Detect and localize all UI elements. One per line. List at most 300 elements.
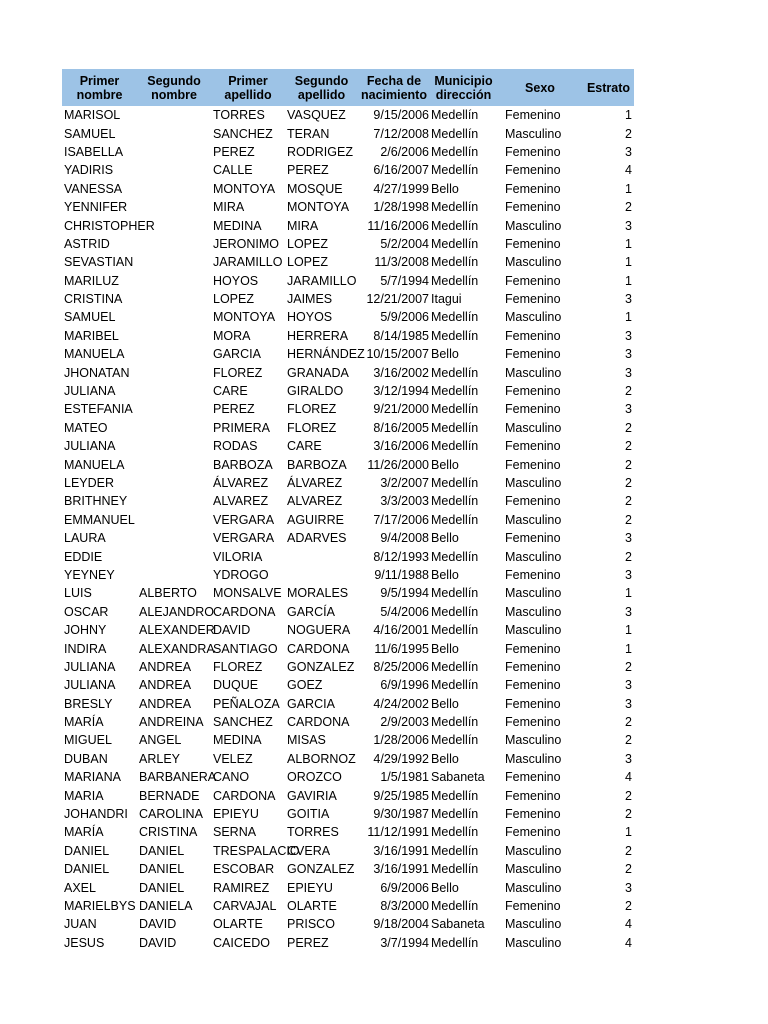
- cell-sexo[interactable]: Femenino: [505, 641, 561, 656]
- cell-segundo-nombre[interactable]: ALEJANDRO: [139, 604, 215, 619]
- cell-fecha-nacimiento[interactable]: 4/29/1992: [373, 751, 429, 766]
- cell-primer-apellido[interactable]: VERGARA: [213, 531, 275, 546]
- cell-primer-apellido[interactable]: PEÑALOZA: [213, 696, 280, 711]
- cell-primer-nombre[interactable]: JESUS: [64, 935, 105, 950]
- cell-primer-nombre[interactable]: VANESSA: [64, 181, 123, 196]
- cell-fecha-nacimiento[interactable]: 6/9/1996: [380, 678, 429, 693]
- cell-sexo[interactable]: Masculino: [505, 512, 562, 527]
- cell-segundo-nombre[interactable]: ALBERTO: [139, 586, 197, 601]
- cell-primer-nombre[interactable]: MARISOL: [64, 108, 121, 123]
- cell-primer-nombre[interactable]: MARILUZ: [64, 273, 119, 288]
- cell-segundo-apellido[interactable]: HOYOS: [287, 310, 333, 325]
- cell-primer-nombre[interactable]: YEYNEY: [64, 567, 115, 582]
- cell-municipio-direccion[interactable]: Medellín: [431, 108, 479, 123]
- cell-municipio-direccion[interactable]: Bello: [431, 181, 459, 196]
- cell-estrato[interactable]: 2: [625, 494, 632, 509]
- cell-segundo-nombre[interactable]: [137, 566, 211, 584]
- cell-segundo-nombre[interactable]: CRISTINA: [139, 825, 198, 840]
- cell-primer-apellido[interactable]: PRIMERA: [213, 420, 270, 435]
- cell-municipio-direccion[interactable]: Medellín: [431, 163, 479, 178]
- cell-municipio-direccion[interactable]: Medellín: [431, 365, 479, 380]
- cell-primer-apellido[interactable]: HOYOS: [213, 273, 259, 288]
- cell-segundo-apellido[interactable]: MONTOYA: [287, 200, 350, 215]
- cell-primer-apellido[interactable]: MIRA: [213, 200, 245, 215]
- cell-sexo[interactable]: Masculino: [505, 862, 562, 877]
- cell-estrato[interactable]: 2: [625, 788, 632, 803]
- cell-estrato[interactable]: 3: [625, 751, 632, 766]
- cell-primer-apellido[interactable]: MONTOYA: [213, 310, 276, 325]
- cell-primer-apellido[interactable]: TORRES: [213, 108, 265, 123]
- cell-fecha-nacimiento[interactable]: 2/6/2006: [380, 144, 429, 159]
- cell-fecha-nacimiento[interactable]: 6/9/2006: [380, 880, 429, 895]
- cell-segundo-nombre[interactable]: CAROLINA: [139, 807, 203, 822]
- cell-primer-apellido[interactable]: VELEZ: [213, 751, 253, 766]
- cell-sexo[interactable]: Femenino: [505, 678, 561, 693]
- cell-segundo-apellido[interactable]: FLOREZ: [287, 420, 337, 435]
- cell-municipio-direccion[interactable]: Bello: [431, 641, 459, 656]
- cell-fecha-nacimiento[interactable]: 2/9/2003: [380, 715, 429, 730]
- cell-estrato[interactable]: 2: [625, 476, 632, 490]
- cell-sexo[interactable]: Masculino: [505, 751, 562, 766]
- cell-segundo-nombre[interactable]: ANGEL: [139, 733, 182, 748]
- cell-estrato[interactable]: 3: [625, 292, 632, 307]
- cell-primer-nombre[interactable]: MANUELA: [64, 347, 125, 362]
- cell-segundo-nombre[interactable]: DANIEL: [139, 843, 185, 858]
- cell-primer-apellido[interactable]: RAMIREZ: [213, 880, 270, 895]
- cell-estrato[interactable]: 2: [625, 200, 632, 215]
- cell-sexo[interactable]: Femenino: [505, 439, 561, 454]
- cell-fecha-nacimiento[interactable]: 1/28/2006: [373, 733, 429, 748]
- cell-estrato[interactable]: 4: [625, 163, 632, 178]
- cell-municipio-direccion[interactable]: Medellín: [431, 126, 479, 141]
- cell-fecha-nacimiento[interactable]: 11/12/1991: [367, 825, 429, 840]
- column-header-fecha-nacimiento[interactable]: [358, 69, 430, 106]
- cell-municipio-direccion[interactable]: Medellín: [431, 439, 479, 454]
- cell-segundo-apellido[interactable]: MOSQUE: [287, 181, 343, 196]
- cell-primer-nombre[interactable]: INDIRA: [64, 641, 107, 656]
- cell-segundo-apellido[interactable]: JARAMILLO: [287, 273, 357, 288]
- cell-fecha-nacimiento[interactable]: 8/14/1985: [373, 328, 429, 343]
- column-header-segundo-apellido[interactable]: [285, 69, 358, 106]
- cell-fecha-nacimiento[interactable]: 7/17/2006: [373, 512, 429, 527]
- cell-primer-apellido[interactable]: CAICEDO: [213, 935, 270, 950]
- cell-primer-apellido[interactable]: CARVAJAL: [213, 898, 277, 913]
- cell-primer-apellido[interactable]: SANCHEZ: [213, 715, 273, 730]
- cell-municipio-direccion[interactable]: Medellín: [431, 678, 479, 693]
- cell-estrato[interactable]: 2: [625, 512, 632, 527]
- cell-primer-nombre[interactable]: OSCAR: [64, 604, 109, 619]
- cell-segundo-apellido[interactable]: GAVIRIA: [287, 788, 337, 803]
- cell-segundo-nombre[interactable]: [137, 143, 211, 161]
- cell-estrato[interactable]: 3: [625, 144, 632, 159]
- cell-segundo-nombre[interactable]: [137, 327, 211, 345]
- cell-primer-nombre[interactable]: DANIEL: [64, 843, 110, 858]
- cell-municipio-direccion[interactable]: Medellín: [431, 733, 479, 748]
- cell-fecha-nacimiento[interactable]: 3/7/1994: [380, 935, 429, 950]
- cell-municipio-direccion[interactable]: Medellín: [431, 549, 479, 564]
- cell-municipio-direccion[interactable]: Medellín: [431, 494, 479, 509]
- cell-segundo-nombre[interactable]: [137, 198, 211, 216]
- cell-segundo-nombre[interactable]: ALEXANDRA: [139, 641, 215, 656]
- cell-estrato[interactable]: 1: [625, 825, 632, 840]
- cell-primer-nombre[interactable]: JULIANA: [64, 439, 116, 454]
- cell-municipio-direccion[interactable]: Medellín: [431, 825, 479, 840]
- cell-primer-apellido[interactable]: ESCOBAR: [213, 862, 275, 877]
- cell-primer-nombre[interactable]: MARIANA: [64, 770, 121, 785]
- cell-sexo[interactable]: Femenino: [505, 292, 561, 307]
- cell-segundo-nombre[interactable]: [137, 529, 211, 547]
- cell-segundo-apellido[interactable]: OROZCO: [287, 770, 342, 785]
- cell-segundo-apellido[interactable]: NOGUERA: [287, 623, 351, 638]
- cell-municipio-direccion[interactable]: Bello: [431, 457, 459, 472]
- column-header-primer-nombre[interactable]: [62, 69, 137, 106]
- cell-segundo-apellido[interactable]: GONZALEZ: [287, 659, 355, 674]
- cell-segundo-nombre[interactable]: [137, 272, 211, 290]
- cell-sexo[interactable]: Femenino: [505, 163, 561, 178]
- cell-primer-apellido[interactable]: MONSALVE: [213, 586, 282, 601]
- cell-sexo[interactable]: Masculino: [505, 880, 562, 895]
- cell-segundo-nombre[interactable]: ANDREA: [139, 659, 192, 674]
- cell-primer-apellido[interactable]: MONTOYA: [213, 181, 276, 196]
- cell-municipio-direccion[interactable]: Medellín: [431, 310, 479, 325]
- cell-segundo-nombre[interactable]: DAVID: [139, 935, 177, 950]
- cell-segundo-nombre[interactable]: [137, 161, 211, 179]
- cell-segundo-apellido[interactable]: VASQUEZ: [287, 108, 346, 123]
- cell-estrato[interactable]: 3: [625, 402, 632, 417]
- cell-primer-apellido[interactable]: CARE: [213, 384, 248, 399]
- cell-fecha-nacimiento[interactable]: 9/5/1994: [380, 586, 429, 601]
- cell-fecha-nacimiento[interactable]: 10/15/2007: [366, 347, 429, 362]
- cell-primer-nombre[interactable]: MARIELBYS: [64, 898, 136, 913]
- cell-segundo-nombre[interactable]: ARLEY: [139, 751, 180, 766]
- cell-primer-nombre[interactable]: YADIRIS: [64, 163, 114, 178]
- cell-fecha-nacimiento[interactable]: 8/12/1993: [373, 549, 429, 564]
- cell-estrato[interactable]: 3: [625, 696, 632, 711]
- cell-segundo-nombre[interactable]: [137, 474, 211, 492]
- cell-fecha-nacimiento[interactable]: 9/11/1988: [374, 567, 429, 582]
- cell-segundo-apellido[interactable]: LOPEZ: [287, 236, 328, 251]
- cell-primer-nombre[interactable]: DANIEL: [64, 862, 110, 877]
- cell-sexo[interactable]: Femenino: [505, 236, 561, 251]
- cell-municipio-direccion[interactable]: Medellín: [431, 623, 479, 638]
- cell-segundo-nombre[interactable]: [137, 511, 211, 529]
- cell-fecha-nacimiento[interactable]: 11/16/2006: [367, 218, 429, 233]
- cell-estrato[interactable]: 4: [625, 770, 632, 785]
- cell-primer-apellido[interactable]: FLOREZ: [213, 659, 263, 674]
- column-header-segundo-nombre[interactable]: [137, 69, 211, 106]
- cell-estrato[interactable]: 4: [625, 935, 632, 950]
- cell-municipio-direccion[interactable]: Sabaneta: [431, 917, 485, 932]
- cell-fecha-nacimiento[interactable]: 3/2/2007: [380, 476, 429, 490]
- cell-primer-nombre[interactable]: JOHNY: [64, 623, 107, 638]
- cell-municipio-direccion[interactable]: Medellín: [431, 788, 479, 803]
- cell-primer-apellido[interactable]: RODAS: [213, 439, 258, 454]
- cell-segundo-apellido[interactable]: CARE: [287, 439, 322, 454]
- cell-primer-apellido[interactable]: FLOREZ: [213, 365, 263, 380]
- cell-fecha-nacimiento[interactable]: 3/16/1991: [373, 862, 429, 877]
- cell-sexo[interactable]: Femenino: [505, 200, 561, 215]
- cell-sexo[interactable]: Masculino: [505, 310, 562, 325]
- cell-primer-apellido[interactable]: DAVID: [213, 623, 251, 638]
- cell-segundo-apellido[interactable]: ALBORNOZ: [287, 751, 356, 766]
- cell-primer-apellido[interactable]: DUQUE: [213, 678, 259, 693]
- cell-municipio-direccion[interactable]: Sabaneta: [431, 770, 485, 785]
- cell-estrato[interactable]: 3: [625, 365, 632, 380]
- cell-estrato[interactable]: 1: [625, 108, 632, 123]
- cell-estrato[interactable]: 3: [625, 531, 632, 546]
- cell-segundo-apellido[interactable]: LOPEZ: [287, 255, 328, 270]
- cell-estrato[interactable]: 2: [625, 420, 632, 435]
- cell-segundo-apellido[interactable]: MORALES: [287, 586, 349, 601]
- cell-sexo[interactable]: Femenino: [505, 144, 561, 159]
- cell-segundo-nombre[interactable]: DANIELA: [139, 898, 193, 913]
- cell-sexo[interactable]: Femenino: [505, 770, 561, 785]
- cell-segundo-apellido[interactable]: TORRES: [287, 825, 339, 840]
- cell-municipio-direccion[interactable]: Medellín: [431, 273, 479, 288]
- cell-primer-apellido[interactable]: CALLE: [213, 163, 253, 178]
- cell-sexo[interactable]: Femenino: [505, 659, 561, 674]
- cell-sexo[interactable]: Femenino: [505, 807, 561, 822]
- cell-primer-apellido[interactable]: MORA: [213, 328, 251, 343]
- cell-municipio-direccion[interactable]: Medellín: [431, 328, 479, 343]
- cell-segundo-nombre[interactable]: [137, 308, 211, 326]
- cell-primer-nombre[interactable]: MARIA: [64, 788, 104, 803]
- cell-municipio-direccion[interactable]: Bello: [431, 696, 459, 711]
- cell-fecha-nacimiento[interactable]: 11/6/1995: [374, 641, 429, 656]
- cell-primer-apellido[interactable]: BARBOZA: [213, 457, 273, 472]
- cell-segundo-apellido[interactable]: ADARVES: [287, 531, 347, 546]
- cell-primer-apellido[interactable]: EPIEYU: [213, 807, 259, 822]
- cell-fecha-nacimiento[interactable]: 3/16/2002: [373, 365, 429, 380]
- cell-segundo-nombre[interactable]: [137, 124, 211, 142]
- cell-sexo[interactable]: Masculino: [505, 549, 562, 564]
- cell-municipio-direccion[interactable]: Medellín: [431, 402, 479, 417]
- cell-sexo[interactable]: Femenino: [505, 384, 561, 399]
- cell-primer-apellido[interactable]: SANCHEZ: [213, 126, 273, 141]
- cell-segundo-nombre[interactable]: ANDREA: [139, 696, 192, 711]
- cell-primer-nombre[interactable]: ESTEFANIA: [64, 402, 133, 417]
- cell-estrato[interactable]: 3: [625, 678, 632, 693]
- cell-segundo-apellido[interactable]: FLOREZ: [287, 402, 337, 417]
- cell-sexo[interactable]: Femenino: [505, 898, 561, 913]
- cell-primer-apellido[interactable]: JARAMILLO: [213, 255, 283, 270]
- cell-sexo[interactable]: Femenino: [505, 181, 561, 196]
- cell-segundo-nombre[interactable]: [137, 382, 211, 400]
- cell-fecha-nacimiento[interactable]: 11/3/2008: [374, 255, 429, 270]
- cell-estrato[interactable]: 1: [625, 623, 632, 638]
- cell-sexo[interactable]: Masculino: [505, 623, 562, 638]
- cell-segundo-apellido[interactable]: CVERA: [287, 843, 331, 858]
- cell-segundo-nombre[interactable]: [137, 400, 211, 418]
- cell-estrato[interactable]: 2: [625, 549, 632, 564]
- cell-segundo-apellido[interactable]: CARDONA: [287, 641, 350, 656]
- cell-sexo[interactable]: Femenino: [505, 457, 561, 472]
- cell-primer-apellido[interactable]: VERGARA: [213, 512, 275, 527]
- cell-primer-nombre[interactable]: BRESLY: [64, 696, 113, 711]
- cell-estrato[interactable]: 3: [625, 604, 632, 619]
- cell-fecha-nacimiento[interactable]: 3/16/1991: [373, 843, 429, 858]
- cell-municipio-direccion[interactable]: Medellín: [431, 200, 479, 215]
- cell-primer-apellido[interactable]: LOPEZ: [213, 292, 254, 307]
- cell-sexo[interactable]: Masculino: [505, 733, 562, 748]
- cell-sexo[interactable]: Masculino: [505, 218, 562, 233]
- cell-municipio-direccion[interactable]: Medellín: [431, 255, 479, 270]
- cell-municipio-direccion[interactable]: Medellín: [431, 236, 479, 251]
- cell-fecha-nacimiento[interactable]: 6/16/2007: [373, 163, 429, 178]
- cell-sexo[interactable]: Femenino: [505, 788, 561, 803]
- cell-segundo-apellido[interactable]: ALVAREZ: [287, 494, 343, 509]
- cell-segundo-apellido[interactable]: CARDONA: [287, 715, 350, 730]
- cell-primer-nombre[interactable]: AXEL: [64, 880, 96, 895]
- cell-segundo-nombre[interactable]: [137, 419, 211, 437]
- cell-primer-nombre[interactable]: MATEO: [64, 420, 108, 435]
- cell-fecha-nacimiento[interactable]: 9/18/2004: [373, 917, 429, 932]
- cell-estrato[interactable]: 3: [625, 567, 632, 582]
- cell-segundo-apellido[interactable]: GARCÍA: [287, 604, 335, 619]
- cell-municipio-direccion[interactable]: Medellín: [431, 862, 479, 877]
- cell-primer-nombre[interactable]: BRITHNEY: [64, 494, 128, 509]
- cell-fecha-nacimiento[interactable]: 9/25/1985: [373, 788, 429, 803]
- cell-primer-apellido[interactable]: CARDONA: [213, 788, 276, 803]
- cell-fecha-nacimiento[interactable]: 8/25/2006: [373, 659, 429, 674]
- cell-fecha-nacimiento[interactable]: 9/15/2006: [373, 108, 429, 123]
- cell-primer-nombre[interactable]: MIGUEL: [64, 733, 112, 748]
- cell-segundo-nombre[interactable]: [137, 345, 211, 363]
- cell-primer-nombre[interactable]: MARÍA: [64, 715, 104, 730]
- column-header-primer-apellido[interactable]: [211, 69, 285, 106]
- cell-segundo-nombre[interactable]: [137, 180, 211, 198]
- cell-segundo-apellido[interactable]: GOEZ: [287, 678, 323, 693]
- cell-segundo-nombre[interactable]: [137, 492, 211, 510]
- cell-segundo-apellido[interactable]: OLARTE: [287, 898, 337, 913]
- cell-estrato[interactable]: 2: [625, 659, 632, 674]
- cell-fecha-nacimiento[interactable]: 4/27/1999: [373, 181, 429, 196]
- cell-estrato[interactable]: 3: [625, 218, 632, 233]
- cell-estrato[interactable]: 2: [625, 733, 632, 748]
- cell-segundo-nombre[interactable]: DAVID: [139, 917, 177, 932]
- cell-fecha-nacimiento[interactable]: 7/12/2008: [373, 126, 429, 141]
- cell-primer-apellido[interactable]: ÁLVAREZ: [213, 476, 269, 490]
- cell-municipio-direccion[interactable]: Bello: [431, 567, 459, 582]
- cell-sexo[interactable]: Masculino: [505, 126, 562, 141]
- cell-primer-nombre[interactable]: DUBAN: [64, 751, 108, 766]
- cell-primer-apellido[interactable]: JERONIMO: [213, 236, 279, 251]
- cell-primer-apellido[interactable]: YDROGO: [213, 567, 269, 582]
- cell-estrato[interactable]: 1: [625, 641, 632, 656]
- cell-segundo-apellido[interactable]: PEREZ: [287, 935, 329, 950]
- cell-primer-apellido[interactable]: ALVAREZ: [213, 494, 269, 509]
- cell-estrato[interactable]: 1: [625, 273, 632, 288]
- cell-primer-apellido[interactable]: TRESPALACIO: [213, 843, 300, 858]
- cell-estrato[interactable]: 1: [625, 181, 632, 196]
- cell-municipio-direccion[interactable]: Medellín: [431, 420, 479, 435]
- cell-segundo-apellido[interactable]: PRISCO: [287, 917, 335, 932]
- cell-primer-nombre[interactable]: ISABELLA: [64, 144, 124, 159]
- cell-fecha-nacimiento[interactable]: 3/16/2006: [373, 439, 429, 454]
- cell-segundo-apellido[interactable]: GARCIA: [287, 696, 335, 711]
- cell-sexo[interactable]: Femenino: [505, 825, 561, 840]
- cell-sexo[interactable]: Femenino: [505, 494, 561, 509]
- cell-primer-nombre[interactable]: MARÍA: [64, 825, 104, 840]
- cell-estrato[interactable]: 1: [625, 586, 632, 601]
- cell-primer-nombre[interactable]: JHONATAN: [64, 365, 130, 380]
- cell-municipio-direccion[interactable]: Medellín: [431, 604, 479, 619]
- cell-estrato[interactable]: 3: [625, 347, 632, 362]
- cell-fecha-nacimiento[interactable]: 4/24/2002: [373, 696, 429, 711]
- cell-segundo-apellido[interactable]: GIRALDO: [287, 384, 344, 399]
- cell-estrato[interactable]: 2: [625, 384, 632, 399]
- cell-segundo-nombre[interactable]: [137, 547, 211, 565]
- cell-segundo-nombre[interactable]: [137, 253, 211, 271]
- cell-segundo-apellido[interactable]: RODRIGEZ: [287, 144, 353, 159]
- cell-estrato[interactable]: 4: [625, 917, 632, 932]
- cell-sexo[interactable]: Masculino: [505, 604, 562, 619]
- cell-segundo-apellido[interactable]: MIRA: [287, 218, 319, 233]
- cell-segundo-apellido[interactable]: GONZALEZ: [287, 862, 355, 877]
- cell-primer-nombre[interactable]: ASTRID: [64, 236, 110, 251]
- cell-municipio-direccion[interactable]: Medellín: [431, 586, 479, 601]
- cell-primer-nombre[interactable]: JULIANA: [64, 659, 116, 674]
- cell-primer-apellido[interactable]: PEREZ: [213, 402, 255, 417]
- cell-primer-nombre[interactable]: SEVASTIAN: [64, 255, 134, 270]
- cell-segundo-nombre[interactable]: ANDREA: [139, 678, 192, 693]
- cell-segundo-nombre[interactable]: DANIEL: [139, 880, 185, 895]
- cell-segundo-apellido[interactable]: GRANADA: [287, 365, 349, 380]
- cell-primer-nombre[interactable]: EMMANUEL: [64, 512, 135, 527]
- cell-fecha-nacimiento[interactable]: 3/12/1994: [373, 384, 429, 399]
- cell-estrato[interactable]: 3: [625, 880, 632, 895]
- cell-fecha-nacimiento[interactable]: 8/16/2005: [373, 420, 429, 435]
- cell-primer-nombre[interactable]: JOHANDRI: [64, 807, 128, 822]
- cell-fecha-nacimiento[interactable]: 5/4/2006: [380, 604, 429, 619]
- cell-estrato[interactable]: 2: [625, 439, 632, 454]
- cell-municipio-direccion[interactable]: Bello: [431, 880, 459, 895]
- cell-fecha-nacimiento[interactable]: 1/5/1981: [380, 770, 429, 785]
- cell-segundo-apellido[interactable]: [285, 566, 358, 584]
- cell-segundo-apellido[interactable]: EPIEYU: [287, 880, 333, 895]
- column-header-municipio-direccion[interactable]: [430, 69, 497, 106]
- cell-primer-apellido[interactable]: SANTIAGO: [213, 641, 278, 656]
- cell-sexo[interactable]: Femenino: [505, 347, 561, 362]
- cell-segundo-nombre[interactable]: [137, 290, 211, 308]
- cell-fecha-nacimiento[interactable]: 9/4/2008: [380, 531, 429, 546]
- cell-fecha-nacimiento[interactable]: 1/28/1998: [373, 200, 429, 215]
- cell-primer-apellido[interactable]: SERNA: [213, 825, 257, 840]
- cell-sexo[interactable]: Femenino: [505, 696, 561, 711]
- cell-municipio-direccion[interactable]: Medellín: [431, 843, 479, 858]
- cell-fecha-nacimiento[interactable]: 5/7/1994: [380, 273, 429, 288]
- cell-primer-nombre[interactable]: JULIANA: [64, 678, 116, 693]
- cell-segundo-nombre[interactable]: [137, 437, 211, 455]
- cell-sexo[interactable]: Masculino: [505, 476, 562, 490]
- cell-estrato[interactable]: 2: [625, 457, 632, 472]
- cell-sexo[interactable]: Femenino: [505, 402, 561, 417]
- cell-sexo[interactable]: Femenino: [505, 328, 561, 343]
- cell-primer-apellido[interactable]: CANO: [213, 770, 250, 785]
- cell-fecha-nacimiento[interactable]: 9/21/2000: [373, 402, 429, 417]
- cell-primer-nombre[interactable]: CHRISTOPHER: [64, 218, 155, 233]
- cell-segundo-apellido[interactable]: ÁLVAREZ: [287, 476, 343, 490]
- cell-municipio-direccion[interactable]: Bello: [431, 347, 459, 362]
- cell-primer-nombre[interactable]: MARIBEL: [64, 328, 119, 343]
- cell-estrato[interactable]: 2: [625, 807, 632, 822]
- cell-estrato[interactable]: 2: [625, 715, 632, 730]
- cell-municipio-direccion[interactable]: Medellín: [431, 659, 479, 674]
- cell-fecha-nacimiento[interactable]: 5/2/2004: [380, 236, 429, 251]
- column-header-sexo[interactable]: [497, 69, 583, 106]
- cell-segundo-nombre[interactable]: [137, 106, 211, 124]
- cell-sexo[interactable]: Femenino: [505, 567, 561, 582]
